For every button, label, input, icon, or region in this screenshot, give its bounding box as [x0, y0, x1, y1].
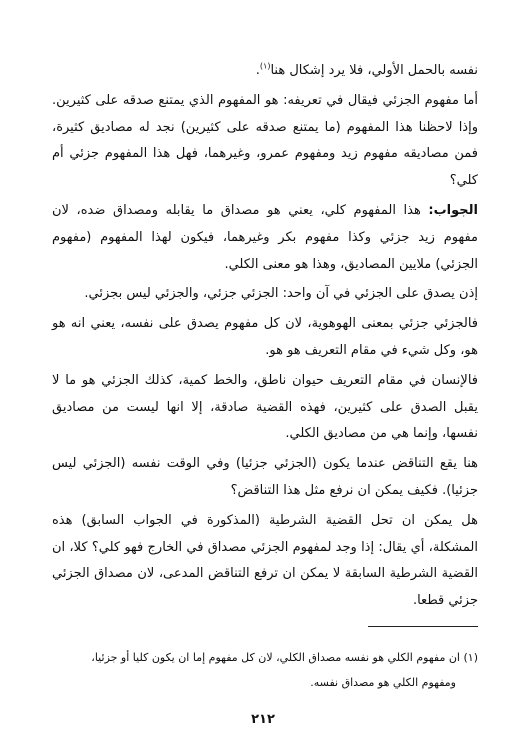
footnote-1 — [52, 645, 478, 670]
paragraph-4 — [52, 281, 478, 308]
footnote-reference: (١) — [259, 61, 271, 71]
paragraph-8 — [52, 508, 478, 615]
paragraph-5 — [52, 311, 478, 365]
footnote-1-continuation — [52, 670, 478, 695]
footnote-divider — [368, 626, 478, 627]
paragraph-1 — [52, 58, 478, 85]
paragraph-text: هذا المفهوم كلي، يعني هو مصداق ما يقابله ومصداق ضده، لان مفهوم زيد جزئي وكذا مفهوم بكر وغيرهما، فيكون لهذا المفهوم (مفهوم الجزئي) ملايين المصاديق، وهذا هو معنى الكلي. — [52, 202, 478, 272]
paragraph-text: إذن يصدق على الجزئي في آن واحد: الجزئي جزئي، والجزئي ليس بجزئي. — [84, 286, 478, 302]
footnotes — [52, 645, 478, 695]
paragraph-text: هل يمكن ان تحل القضية الشرطية (المذكورة في الجواب السابق) هذه المشكلة، أي يقال: إذا وجد لمفهوم الجزئي مصداق في الخارج فهو كلي؟ كلا، ان القضية الشرطية السابقة لا يمكن ان ترفع التناقض المدعى، لان مصداق الجزئي جزئي قطعا. — [52, 512, 478, 609]
footnote-text: ان مفهوم الكلي هو نفسه مصداق الكلي، لان كل مفهوم إما ان يكون كليا أو جزئيا، — [91, 651, 460, 664]
answer-label: الجواب: — [428, 202, 478, 218]
footnote-marker: (١) — [463, 651, 478, 664]
paragraph-text: نفسه بالحمل الأولي، فلا يرد إشكال هنا — [270, 63, 478, 78]
paragraph-text: أما مفهوم الجزئي فيقال في تعريفه: هو المفهوم الذي يمتنع صدقه على كثيرين. وإذا لاحظنا هذا المفهوم (ما يمتنع صدقه على كثيرين) نجد له مصاديق كثيرة، فمن مصاديقه مفهوم زيد ومفهوم عمرو، وغيرهما، فهل هذا المفهوم جزئي أم كلي؟ — [52, 92, 478, 189]
footnote-text-continued: ومفهوم الكلي هو مصداق نفسه. — [310, 676, 456, 689]
paragraph-3 — [52, 198, 478, 278]
page-number: ٢١٢ — [251, 712, 275, 727]
paragraph-text: هنا يقع التناقض عندما يكون (الجزئي جزئيا) وفي الوقت نفسه (الجزئي ليس جزئيا). فكيف يمكن ان نرفع مثل هذا التناقض؟ — [52, 456, 478, 498]
paragraph-2 — [52, 88, 478, 195]
paragraph-text: فالإنسان في مقام التعريف حيوان ناطق، والخط كمية، كذلك الجزئي هو ما لا يقبل الصدق على كثيرين، فهذه القضية صادقة، إلا انها ليست من مصاديق نفسها، وإنما هي من مصاديق الكلي. — [52, 372, 478, 442]
paragraph-7 — [52, 451, 478, 505]
paragraph-text: فالجزئي جزئي بمعنى الهوهوية، لان كل مفهوم يصدق على نفسه، يعني انه هو هو، وكل شيء في مقام التعريف هو هو. — [52, 316, 478, 358]
main-text — [52, 58, 478, 618]
paragraph-text-end: . — [255, 63, 260, 78]
paragraph-6 — [52, 368, 478, 448]
